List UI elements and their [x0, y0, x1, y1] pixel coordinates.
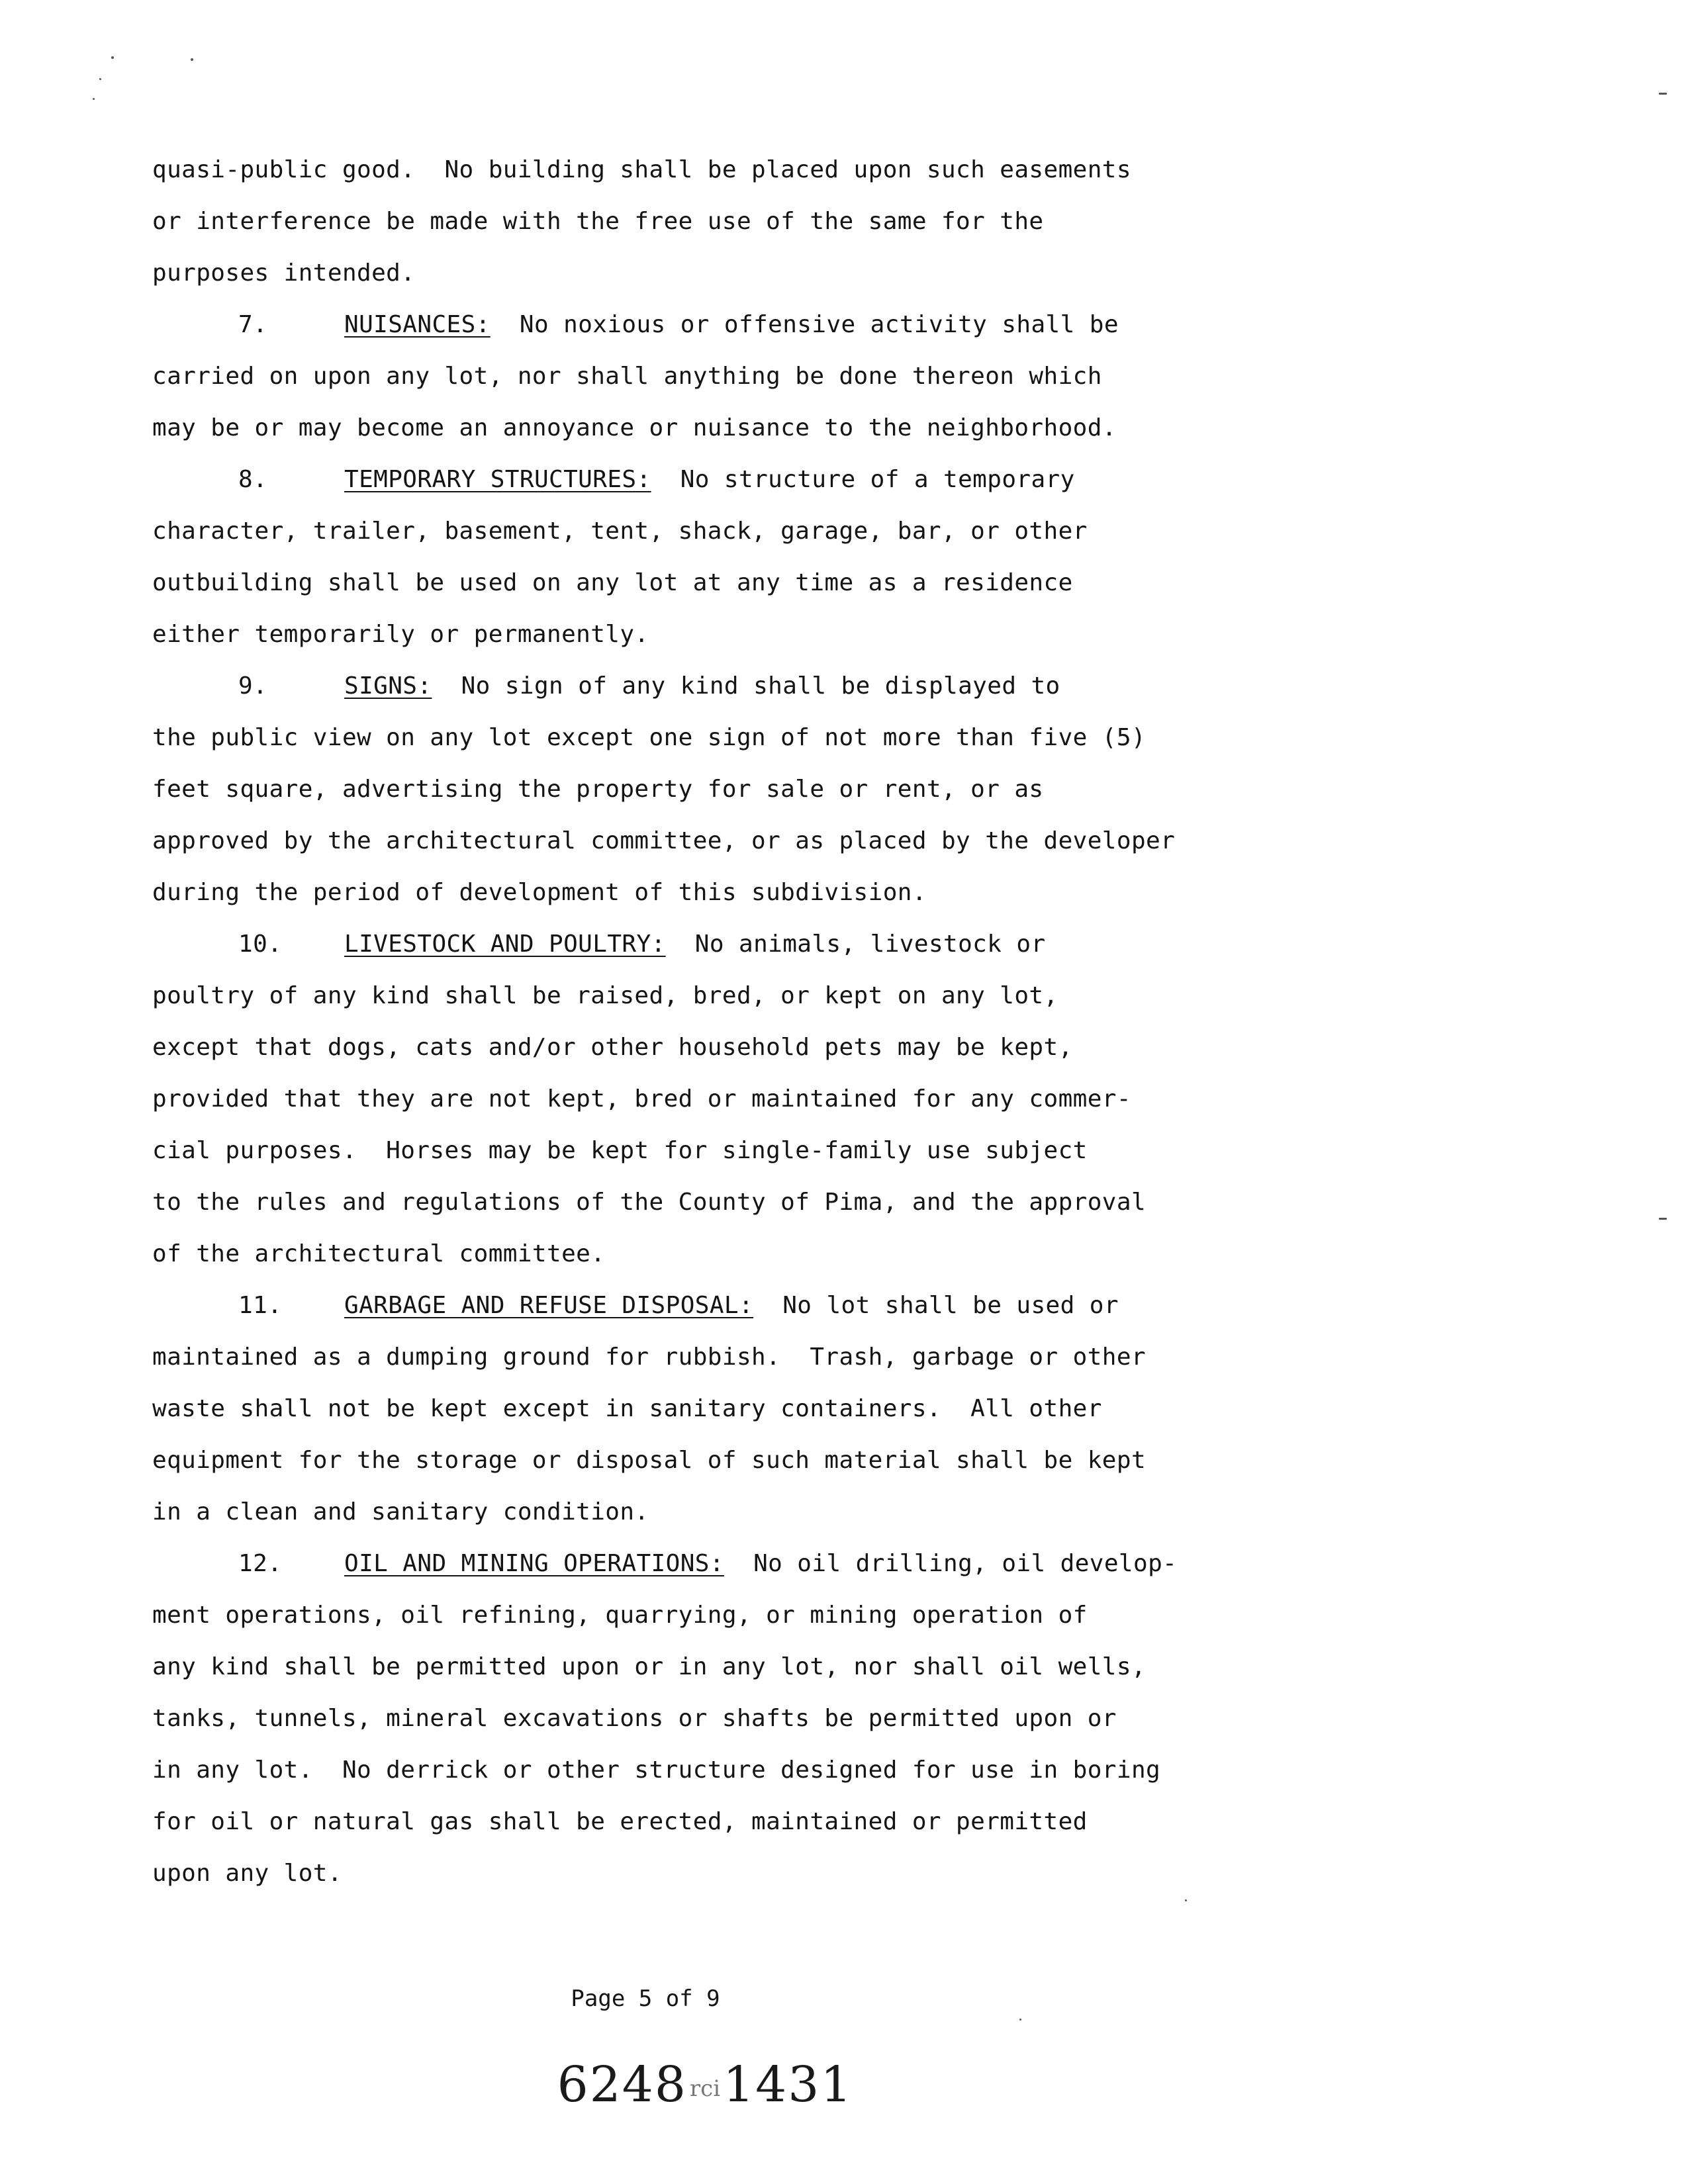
text-line: tanks, tunnels, mineral excavations or shafts be permitted upon or — [152, 1705, 1117, 1732]
text-line: approved by the architectural committee, or as placed by the developer — [152, 827, 1176, 854]
section-text: No oil drilling, oil develop- — [724, 1550, 1178, 1577]
section-text: No animals, livestock or — [665, 931, 1046, 958]
section-10-first-line — [152, 930, 1278, 959]
section-7-first-line — [152, 310, 1278, 340]
scan-speck — [1185, 1899, 1187, 1901]
scan-speck — [1019, 2019, 1021, 2021]
section-text: No noxious or offensive activity shall be — [490, 311, 1119, 338]
section-heading: LIVESTOCK AND POULTRY: — [344, 931, 666, 958]
recording-stamp — [0, 2058, 1410, 2115]
scan-speck — [99, 78, 101, 80]
text-line: quasi-public good. No building shall be placed upon such easements — [152, 156, 1131, 183]
stamp-page: 1431 — [723, 2056, 853, 2113]
scan-speck — [111, 56, 114, 59]
stamp-docket: 6248 — [557, 2056, 687, 2113]
section-heading: GARBAGE AND REFUSE DISPOSAL: — [344, 1292, 754, 1319]
text-line: for oil or natural gas shall be erected, maintained or permitted — [152, 1808, 1088, 1835]
section-8-first-line — [152, 465, 1278, 494]
text-line: in a clean and sanitary condition. — [152, 1498, 649, 1525]
scan-speck — [1659, 93, 1667, 95]
text-line: outbuilding shall be used on any lot at any time as a residence — [152, 569, 1073, 596]
section-text: No structure of a temporary — [651, 466, 1075, 493]
section-9-first-line — [152, 672, 1278, 701]
scan-speck — [191, 58, 193, 61]
section-11-first-line — [152, 1291, 1278, 1320]
text-line: purposes intended. — [152, 259, 416, 287]
text-line: waste shall not be kept except in sanitary containers. All other — [152, 1395, 1102, 1422]
text-line: in any lot. No derrick or other structure designed for use in boring — [152, 1756, 1161, 1784]
text-line: cial purposes. Horses may be kept for single-family use subject — [152, 1137, 1088, 1164]
text-line: maintained as a dumping ground for rubbish. Trash, garbage or other — [152, 1343, 1147, 1371]
section-heading: TEMPORARY STRUCTURES: — [344, 466, 651, 493]
section-number: 8. — [238, 466, 268, 493]
scan-speck — [93, 98, 95, 100]
text-line: character, trailer, basement, tent, shack, garage, bar, or other — [152, 518, 1088, 545]
section-heading: OIL AND MINING OPERATIONS: — [344, 1550, 724, 1577]
section-number: 10. — [238, 931, 283, 958]
text-line: either temporarily or permanently. — [152, 621, 649, 648]
scan-speck — [1659, 1218, 1667, 1220]
text-line: any kind shall be permitted upon or in any lot, nor shall oil wells, — [152, 1653, 1147, 1680]
text-line: during the period of development of this subdivision. — [152, 879, 927, 906]
text-line: upon any lot. — [152, 1860, 342, 1887]
text-line: ment operations, oil refining, quarrying, or mining operation of — [152, 1602, 1088, 1629]
text-line: to the rules and regulations of the County of Pima, and the approval — [152, 1189, 1147, 1216]
section-number: 7. — [238, 311, 268, 338]
section-number: 9. — [238, 672, 268, 700]
text-line: equipment for the storage or disposal of such material shall be kept — [152, 1447, 1147, 1474]
section-heading: NUISANCES: — [344, 311, 491, 338]
section-text: No sign of any kind shall be displayed to — [432, 672, 1060, 700]
section-number: 12. — [238, 1550, 283, 1577]
text-line: or interference be made with the free use of the same for the — [152, 208, 1044, 235]
section-number: 11. — [238, 1292, 283, 1319]
section-12-first-line — [152, 1549, 1278, 1578]
text-line: poultry of any kind shall be raised, bred, or kept on any lot, — [152, 982, 1058, 1009]
stamp-mid: rci — [689, 2075, 721, 2102]
page-number: Page 5 of 9 — [571, 1985, 720, 2012]
section-text: No lot shall be used or — [753, 1292, 1119, 1319]
text-line: the public view on any lot except one sign of not more than five (5) — [152, 724, 1147, 751]
text-line: except that dogs, cats and/or other household pets may be kept, — [152, 1034, 1073, 1061]
text-line: may be or may become an annoyance or nuisance to the neighborhood. — [152, 414, 1117, 441]
section-heading: SIGNS: — [344, 672, 432, 700]
text-line: feet square, advertising the property for sale or rent, or as — [152, 776, 1044, 803]
text-line: of the architectural committee. — [152, 1240, 606, 1267]
text-line: carried on upon any lot, nor shall anything be done thereon which — [152, 363, 1102, 390]
text-line: provided that they are not kept, bred or maintained for any commer- — [152, 1085, 1131, 1113]
